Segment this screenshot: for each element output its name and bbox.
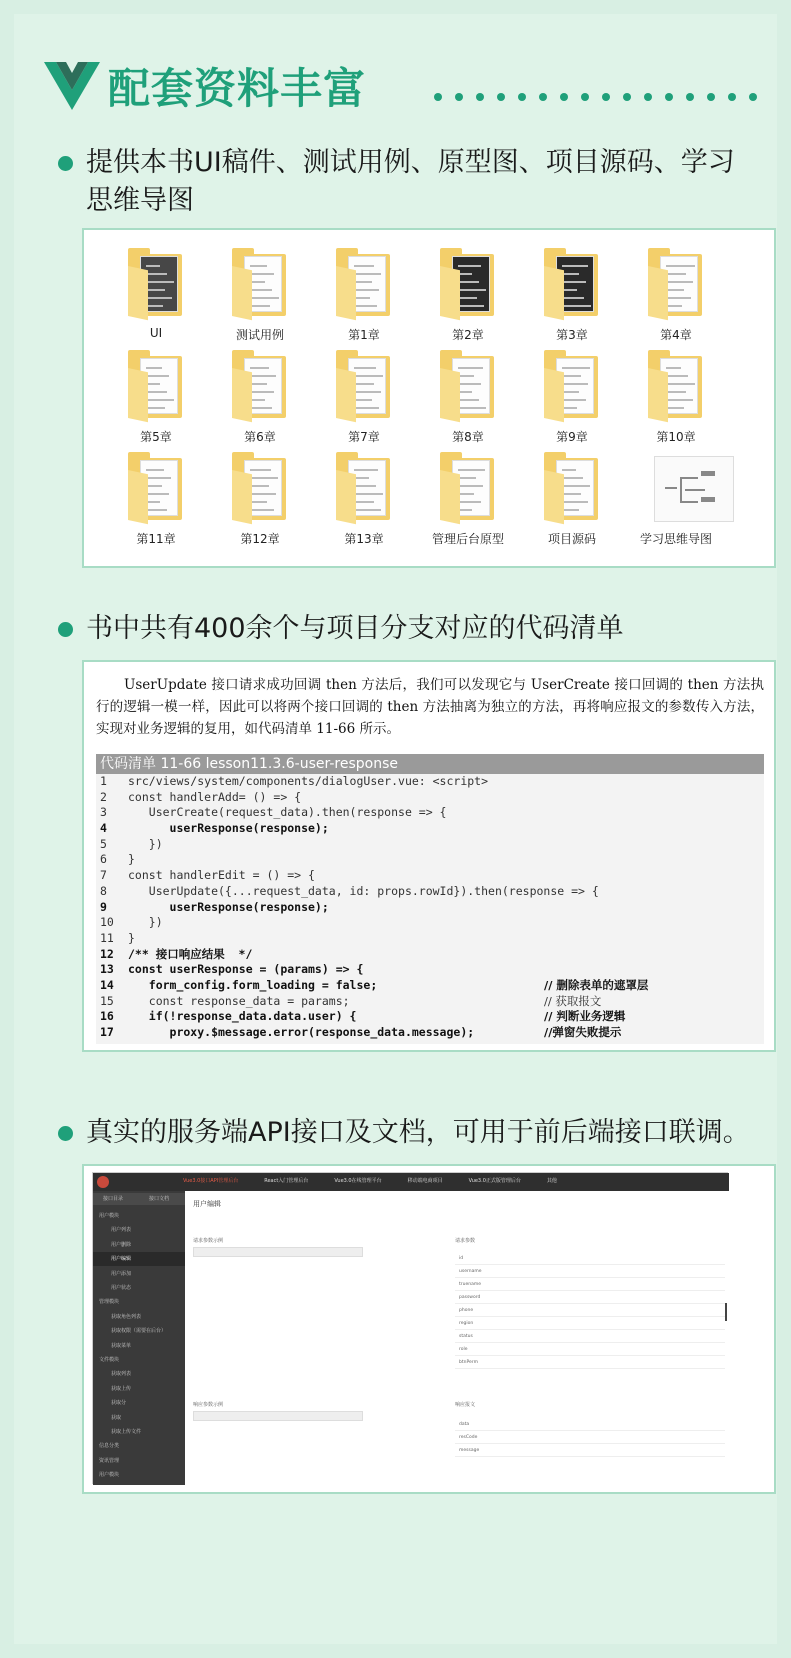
- code-line: [96, 868, 764, 884]
- params-row: [455, 1357, 725, 1369]
- code-text: UserUpdate({...request_data, id: props.rowId}).then(response => {: [128, 883, 599, 898]
- code-text: const handlerEdit = () => {: [128, 868, 315, 883]
- bullet-icon: [58, 1126, 73, 1141]
- response-example-label: 响应参数示例: [193, 1402, 224, 1408]
- folder-label: 第4章: [660, 328, 692, 342]
- code-panel: [82, 660, 776, 1052]
- sidebar-item[interactable]: 资讯管理: [99, 1457, 120, 1464]
- code-line: [96, 1025, 764, 1041]
- folder-icon: [336, 350, 392, 420]
- line-number: 1: [100, 774, 107, 788]
- code-text: userResponse(response);: [128, 821, 329, 836]
- folder-label: 第5章: [140, 430, 172, 444]
- folder-label: 第8章: [452, 430, 484, 444]
- section-heading-materials: 提供本书UI稿件、测试用例、原型图、项目源码、学习思维导图: [58, 144, 758, 220]
- line-number: 16: [100, 1009, 114, 1024]
- section-heading-code: 书中共有400余个与项目分支对应的代码清单: [58, 610, 758, 648]
- folder-label: 第10章: [656, 430, 696, 444]
- folder-icon: [648, 248, 704, 318]
- code-lines: [96, 774, 764, 1041]
- sidebar-item[interactable]: 获取上传: [111, 1385, 132, 1392]
- result-name: resCode: [459, 1435, 478, 1440]
- code-text: src/views/system/components/dialogUser.vue: <script>: [128, 774, 489, 788]
- code-comment: // 删除表单的遮罩层: [544, 977, 649, 992]
- line-number: 12: [100, 946, 114, 961]
- api-panel: [82, 1164, 776, 1494]
- page-title: 配套资料丰富: [108, 64, 367, 113]
- line-number: 4: [100, 821, 107, 836]
- line-number: 10: [100, 915, 114, 930]
- code-text: }): [128, 836, 163, 851]
- folder-label: 第7章: [348, 430, 380, 444]
- folder-icon: [232, 452, 288, 522]
- code-line: [96, 994, 764, 1010]
- line-number: 17: [100, 1025, 114, 1039]
- sidebar-item[interactable]: 用户状态: [111, 1285, 132, 1291]
- param-name: status: [459, 1334, 473, 1339]
- param-name: password: [459, 1295, 481, 1300]
- folder-label: 第2章: [452, 328, 484, 342]
- folder-label: 第1章: [348, 328, 380, 342]
- folder-item[interactable]: [618, 248, 728, 346]
- sidebar-item[interactable]: 用户删除: [111, 1241, 132, 1248]
- folder-item[interactable]: [306, 248, 416, 346]
- result-name: data: [459, 1422, 470, 1427]
- line-number: 9: [100, 899, 107, 914]
- folder-label: 第9章: [556, 430, 588, 444]
- sidebar-item[interactable]: 文件模块: [99, 1357, 120, 1363]
- params-row: [455, 1279, 725, 1291]
- api-screenshot: [92, 1172, 728, 1484]
- result-row: [455, 1419, 725, 1431]
- code-text: const handlerAdd= () => {: [128, 789, 302, 804]
- code-comment: // 获取报文: [544, 993, 602, 1008]
- param-name: truename: [459, 1282, 481, 1287]
- param-name: username: [459, 1269, 482, 1274]
- api-tab[interactable]: 移动端电商项目: [407, 1178, 443, 1184]
- code-text: }): [128, 915, 163, 930]
- sidebar-item[interactable]: 获取上传文件: [111, 1429, 142, 1435]
- sidebar-item[interactable]: 获取列表: [111, 1371, 132, 1378]
- sidebar-item[interactable]: 获取菜单: [111, 1342, 132, 1349]
- code-line: [96, 852, 764, 868]
- sidebar-item[interactable]: 管理模块: [99, 1299, 120, 1306]
- code-line: [96, 774, 764, 790]
- api-tab[interactable]: Vue3.0接口API管理后台: [183, 1178, 239, 1184]
- sidebar-tab[interactable]: 接口文档: [139, 1193, 185, 1205]
- param-name: role: [459, 1347, 468, 1352]
- folder-item[interactable]: [306, 452, 416, 550]
- folder-icon: [544, 350, 600, 420]
- code-text: if(!response_data.data.user) {: [128, 1009, 357, 1024]
- folder-item[interactable]: [306, 350, 416, 448]
- folder-item[interactable]: [410, 452, 520, 550]
- folder-label: 项目源码: [547, 532, 596, 546]
- code-text: }: [128, 852, 135, 867]
- sidebar-item[interactable]: 用户列表: [111, 1227, 132, 1234]
- folder-item[interactable]: [98, 248, 208, 346]
- api-topbar: [93, 1173, 729, 1191]
- folder-icon: [336, 452, 392, 522]
- result-name: message: [459, 1448, 480, 1453]
- result-row: [455, 1445, 725, 1457]
- code-line: [96, 1009, 764, 1025]
- code-text: const userResponse = (params) => {: [128, 962, 364, 977]
- bullet-icon: [58, 622, 73, 637]
- folder-icon: [440, 350, 496, 420]
- params-row: [455, 1331, 725, 1343]
- code-line: [96, 962, 764, 978]
- folder-item[interactable]: [410, 248, 520, 346]
- api-page-title: 用户编辑: [193, 1200, 221, 1208]
- code-line: [96, 884, 764, 900]
- folder-icon: [648, 350, 704, 420]
- header: [44, 54, 774, 124]
- folder-item[interactable]: [618, 452, 728, 550]
- params-row: [455, 1266, 725, 1278]
- folder-icon: [544, 452, 600, 522]
- sidebar-tab[interactable]: 接口目录: [93, 1193, 139, 1205]
- app-logo-icon: [97, 1176, 109, 1188]
- line-number: 7: [100, 868, 107, 883]
- folder-item[interactable]: [514, 248, 624, 346]
- code-listing-title: 代码清单 11-66 lesson11.3.6-user-response: [96, 754, 764, 774]
- code-line: [96, 978, 764, 994]
- folder-item[interactable]: [410, 350, 520, 448]
- section-heading-api: 真实的服务端API接口及文档，可用于前后端接口联调。: [58, 1114, 758, 1152]
- folder-icon: [544, 248, 600, 318]
- folder-icon: [232, 248, 288, 318]
- folder-icon: [128, 248, 184, 318]
- folder-icon: [232, 350, 288, 420]
- api-tab[interactable]: Vue3.0在线管理平台: [334, 1178, 382, 1184]
- params-row: [455, 1292, 725, 1304]
- response-example-box: [193, 1411, 363, 1421]
- sidebar-item[interactable]: 信息分类: [99, 1443, 120, 1450]
- param-name: phone: [459, 1308, 474, 1313]
- folder-label: 第3章: [556, 328, 588, 342]
- folder-item[interactable]: [202, 452, 312, 550]
- code-comment: //弹窗失败提示: [544, 1025, 622, 1039]
- folder-label: 第13章: [344, 532, 384, 546]
- request-example-box: [193, 1247, 363, 1257]
- code-comment: // 判断业务逻辑: [544, 1009, 626, 1024]
- sidebar-item[interactable]: 获取权限（需要在后台）: [111, 1328, 167, 1335]
- sidebar-item[interactable]: 用户模块: [99, 1213, 120, 1219]
- sidebar-item[interactable]: 用户模块: [99, 1472, 120, 1479]
- api-tab[interactable]: Vue3.0正式版管理后台: [468, 1178, 521, 1184]
- api-sidebar: [93, 1191, 185, 1485]
- line-number: 13: [100, 962, 114, 977]
- folder-item[interactable]: [98, 452, 208, 550]
- code-text: userResponse(response);: [128, 899, 329, 914]
- param-name: id: [459, 1256, 464, 1261]
- params-row: [455, 1305, 725, 1317]
- prose-paragraph: UserUpdate 接口请求成功回调 then 方法后，我们可以发现它与 UserCreate 接口回调的 then 方法执行的逻辑一模一样，因此可以将两个接口回调的 then 方法抽离为独立的方法，再将响应报文的参数传入方法，实现对业务逻辑的复用，如代码清单 11-66 所示。: [96, 677, 764, 737]
- code-text: UserCreate(request_data).then(response => {: [128, 805, 447, 820]
- param-name: btnPerm: [459, 1360, 478, 1365]
- folder-label: 管理后台原型: [431, 532, 504, 546]
- scrollbar[interactable]: [725, 1303, 727, 1321]
- line-number: 8: [100, 883, 107, 898]
- code-line: [96, 931, 764, 947]
- code-line: [96, 900, 764, 916]
- folder-icon: [128, 452, 184, 522]
- sidebar-item[interactable]: 获取角色列表: [111, 1313, 142, 1320]
- code-text: form_config.form_loading = false;: [128, 977, 378, 992]
- result-row: [455, 1432, 725, 1444]
- folder-icon: [336, 248, 392, 318]
- sidebar-item[interactable]: 用户添加: [111, 1270, 132, 1277]
- line-number: 2: [100, 789, 107, 804]
- params-row: [455, 1344, 725, 1356]
- params-row: [455, 1318, 725, 1330]
- folder-item[interactable]: [514, 452, 624, 550]
- sidebar-item[interactable]: 获取分: [111, 1400, 127, 1407]
- code-line: [96, 947, 764, 963]
- folder-label: 学习思维导图: [639, 532, 712, 546]
- folder-icon: [440, 248, 496, 318]
- folder-item[interactable]: [98, 350, 208, 448]
- folder-label: UI: [149, 326, 163, 340]
- code-text: /** 接口响应结果 */: [128, 946, 253, 961]
- code-line: [96, 915, 764, 931]
- mindmap-file-icon: [648, 452, 704, 522]
- api-main: [185, 1191, 729, 1485]
- request-example-label: 请求参数示例: [193, 1238, 224, 1244]
- code-line: [96, 821, 764, 837]
- code-line: [96, 805, 764, 821]
- code-text: }: [128, 930, 135, 945]
- folder-label: 第12章: [240, 532, 280, 546]
- api-tabs: [183, 1177, 583, 1184]
- line-number: 3: [100, 805, 107, 820]
- folder-icon: [128, 350, 184, 420]
- dot-divider: [434, 86, 774, 98]
- bullet-icon: [58, 156, 73, 171]
- folder-label: 测试用例: [235, 328, 284, 342]
- params-label: 请求参数: [455, 1238, 476, 1244]
- sidebar-item[interactable]: 用户编辑: [93, 1252, 185, 1266]
- api-tab[interactable]: React入门管理后台: [264, 1178, 309, 1184]
- api-tab[interactable]: 其他: [546, 1178, 557, 1184]
- folder-label: 第6章: [244, 430, 276, 444]
- folder-label: 第11章: [136, 532, 176, 546]
- code-listing: [96, 754, 764, 1044]
- vue-logo-icon: [44, 62, 100, 110]
- sidebar-item[interactable]: 获取: [111, 1414, 122, 1421]
- folder-panel: [82, 228, 776, 568]
- code-line: [96, 837, 764, 853]
- line-number: 6: [100, 852, 107, 867]
- line-number: 11: [100, 930, 114, 945]
- promo-page: [14, 14, 777, 1644]
- param-name: region: [459, 1321, 474, 1326]
- code-text: proxy.$message.error(response_data.message);: [128, 1025, 475, 1039]
- folder-item[interactable]: [202, 248, 312, 346]
- result-label: 响应报文: [455, 1402, 476, 1408]
- code-line: [96, 790, 764, 806]
- folder-item[interactable]: [202, 350, 312, 448]
- line-number: 14: [100, 977, 114, 992]
- folder-item[interactable]: [514, 350, 624, 448]
- line-number: 5: [100, 836, 107, 851]
- folder-item[interactable]: [618, 350, 728, 448]
- params-row: [455, 1253, 725, 1265]
- folder-icon: [440, 452, 496, 522]
- code-text: const response_data = params;: [128, 993, 350, 1008]
- line-number: 15: [100, 993, 114, 1008]
